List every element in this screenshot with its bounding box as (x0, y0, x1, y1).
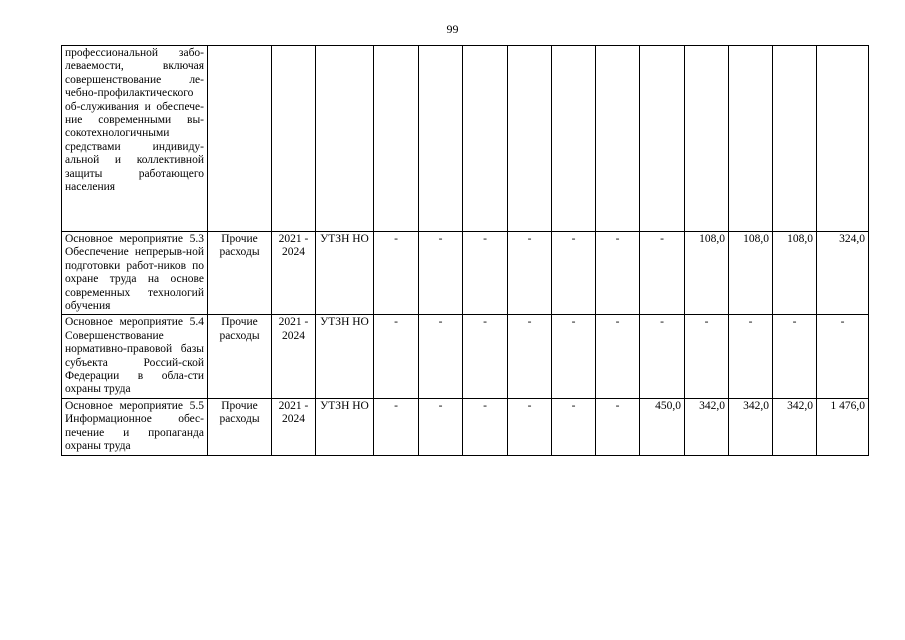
page-number: 99 (446, 22, 459, 36)
value-cell: 108,0 (685, 232, 729, 315)
value-cell: - (374, 232, 419, 315)
value-cell: 342,0 (729, 398, 773, 455)
value-cell: - (640, 315, 685, 398)
value-cell (552, 46, 596, 232)
value-cell: - (773, 315, 817, 398)
value-cell: - (596, 315, 640, 398)
value-cell: - (374, 398, 419, 455)
value-cell: - (552, 398, 596, 455)
value-cell (374, 46, 419, 232)
value-cell: - (508, 315, 552, 398)
value-cell: - (508, 398, 552, 455)
expense-type-cell: Прочие расходы (208, 315, 272, 398)
total-cell (817, 46, 869, 232)
period-cell: 2021 - 2024 (272, 232, 316, 315)
value-cell: - (640, 232, 685, 315)
value-cell (729, 46, 773, 232)
value-cell: 108,0 (729, 232, 773, 315)
total-cell: 324,0 (817, 232, 869, 315)
executor-cell: УТЗН НО (316, 232, 374, 315)
value-cell (640, 46, 685, 232)
period-cell (272, 46, 316, 232)
value-cell (685, 46, 729, 232)
value-cell: - (419, 398, 463, 455)
total-cell: 1 476,0 (817, 398, 869, 455)
value-cell: - (508, 232, 552, 315)
value-cell: - (419, 315, 463, 398)
expense-type-cell: Прочие расходы (208, 232, 272, 315)
value-cell: - (552, 232, 596, 315)
measure-description: Основное мероприятие 5.5 Информационное обес-печение и пропаганда охраны труда (62, 398, 208, 455)
value-cell: - (596, 398, 640, 455)
value-cell (596, 46, 640, 232)
expense-type-cell: Прочие расходы (208, 398, 272, 455)
value-cell: - (463, 398, 508, 455)
period-cell: 2021 - 2024 (272, 398, 316, 455)
value-cell: - (685, 315, 729, 398)
value-cell (463, 46, 508, 232)
value-cell: - (463, 315, 508, 398)
table-row (62, 398, 869, 455)
value-cell: - (552, 315, 596, 398)
executor-cell (316, 46, 374, 232)
value-cell: - (419, 232, 463, 315)
value-cell: 450,0 (640, 398, 685, 455)
measure-description: Основное мероприятие 5.4 Совершенствование нормативно-правовой базы субъекта Россий-ской Федерации в обла-сти охраны труда (62, 315, 208, 398)
value-cell: 342,0 (773, 398, 817, 455)
value-cell: - (463, 232, 508, 315)
value-cell: - (729, 315, 773, 398)
measure-description: профессиональной забо-леваемости, включая совершенствование ле-чебно-профилактического об-служивания и обеспече-ние современными вы-сокотехнологичными средствами индивиду-альной и коллективной защиты работающего населения (62, 46, 208, 232)
total-cell: - (817, 315, 869, 398)
period-cell: 2021 - 2024 (272, 315, 316, 398)
measure-description: Основное мероприятие 5.3 Обеспечение непрерыв-ной подготовки работ-ников по охране труда на основе современных технологий обучения (62, 232, 208, 315)
table-row (62, 232, 869, 315)
value-cell: - (374, 315, 419, 398)
value-cell (773, 46, 817, 232)
value-cell: 108,0 (773, 232, 817, 315)
value-cell (508, 46, 552, 232)
value-cell: - (596, 232, 640, 315)
program-table (61, 45, 869, 456)
executor-cell: УТЗН НО (316, 315, 374, 398)
value-cell (419, 46, 463, 232)
expense-type-cell (208, 46, 272, 232)
table-row (62, 315, 869, 398)
value-cell: 342,0 (685, 398, 729, 455)
executor-cell: УТЗН НО (316, 398, 374, 455)
table-row (62, 46, 869, 232)
